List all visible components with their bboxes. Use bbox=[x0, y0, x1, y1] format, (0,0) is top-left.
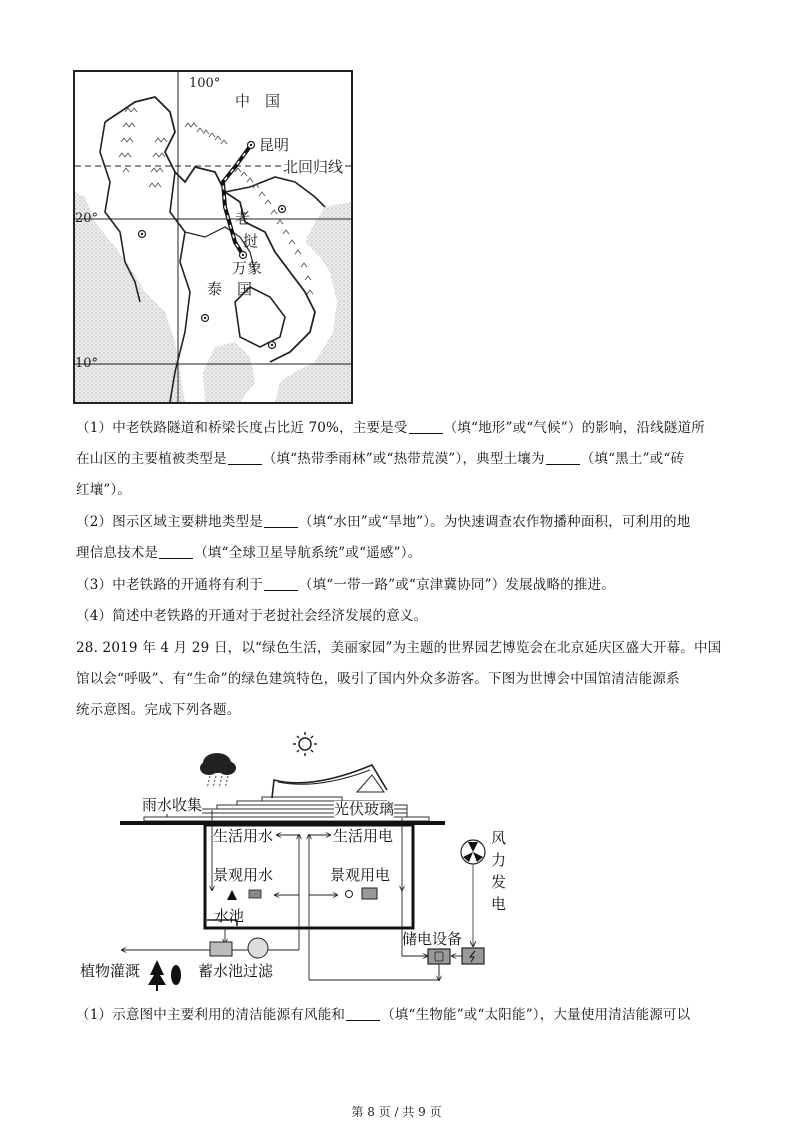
answer-blank[interactable] bbox=[159, 544, 193, 559]
clean-energy-system-diagram bbox=[72, 730, 532, 1000]
q27-part1 bbox=[76, 413, 736, 506]
q28-intro bbox=[76, 633, 756, 726]
fountain-icon bbox=[249, 890, 261, 898]
label-reservoir-filter: 蓄水池过滤 bbox=[198, 962, 274, 980]
q27-p2-text-c: 理信息技术是 bbox=[76, 545, 159, 561]
label-irrigation: 植物灌溉 bbox=[80, 962, 141, 980]
filter-icon bbox=[248, 938, 268, 958]
q28-intro-line2: 馆以会“呼吸”、有“生命”的绿色建筑特色，吸引了国内外众多游客。下图为世博会中国馆清洁能源系 bbox=[76, 671, 680, 687]
q27-part2 bbox=[76, 507, 736, 569]
page-footer: 第 8 页 / 共 9 页 bbox=[351, 1105, 442, 1119]
answer-blank[interactable] bbox=[346, 1006, 380, 1021]
q27-p1-text-d: （填“热带季雨林”或“热带荒漠”），典型土壤为 bbox=[262, 451, 545, 467]
map-graphic bbox=[75, 72, 351, 402]
label-pool: 水池 bbox=[214, 907, 245, 925]
reservoir-icon bbox=[210, 942, 232, 956]
battery-storage-icon bbox=[428, 949, 450, 964]
laos-label-2: 挝 bbox=[243, 232, 259, 250]
appliance-icon bbox=[362, 888, 377, 899]
tropic-of-cancer-label: 北回归线 bbox=[283, 158, 344, 176]
rain-cloud-icon bbox=[200, 753, 236, 788]
label-wind-4: 电 bbox=[491, 895, 507, 913]
label-domestic-water: 生活用水 bbox=[213, 827, 274, 845]
diagram-graphic bbox=[72, 730, 532, 1000]
q28-p1-text-a: （1）示意图中主要利用的清洁能源有风能和 bbox=[76, 1007, 346, 1023]
label-wind-2: 力 bbox=[491, 851, 507, 869]
label-landscape-power: 景观用电 bbox=[330, 866, 391, 884]
laos-label-1: 老 bbox=[235, 209, 251, 227]
answer-blank[interactable] bbox=[546, 450, 580, 465]
tree-icon bbox=[148, 960, 166, 985]
inverter-icon bbox=[462, 948, 484, 964]
lamp-icon bbox=[346, 891, 353, 898]
q27-part4 bbox=[76, 601, 736, 632]
q27-p1-text-e: （填“黑土”或“砖 bbox=[580, 451, 685, 467]
answer-blank[interactable] bbox=[228, 450, 262, 465]
q27-p4-text: （4）简述中老铁路的开通对于老挝社会经济发展的意义。 bbox=[76, 608, 428, 624]
q27-p3-text-b: （填“一带一路”或“京津冀协同”）发展战略的推进。 bbox=[298, 577, 615, 593]
q27-p2-text-d: （填“全球卫星导航系统”或“遥感”）。 bbox=[194, 545, 422, 561]
q27-p1-text-b: （填“地形”或“气候”）的影响，沿线隧道所 bbox=[443, 420, 705, 436]
china-label: 中 国 bbox=[235, 92, 281, 110]
q27-p1-text-f: 红壤”）。 bbox=[76, 482, 132, 498]
label-pv-glass: 光伏玻璃 bbox=[334, 800, 395, 818]
q28-part1 bbox=[76, 1000, 766, 1031]
latitude-10-label: 10° bbox=[75, 356, 99, 371]
label-domestic-power: 生活用电 bbox=[333, 827, 394, 845]
q27-p3-text-a: （3）中老铁路的开通将有利于 bbox=[76, 577, 263, 593]
latitude-20-label: 20° bbox=[75, 211, 99, 226]
thailand-label: 泰 国 bbox=[207, 280, 253, 298]
q27-p2-text-a: （2）图示区域主要耕地类型是 bbox=[76, 514, 263, 530]
q28-intro-line1: 28. 2019 年 4 月 29 日，以“绿色生活，美丽家园”为主题的世界园艺博览会在北京延庆区盛大开幕。中国 bbox=[76, 640, 722, 656]
tree-icon bbox=[171, 965, 181, 985]
q28-intro-line3: 统示意图。完成下列各题。 bbox=[76, 702, 241, 718]
q27-p1-text-a: （1）中老铁路隧道和桥梁长度占比近 70%，主要是受 bbox=[76, 420, 408, 436]
label-wind-1: 风 bbox=[491, 829, 507, 847]
label-storage: 储电设备 bbox=[402, 930, 463, 948]
q27-p1-text-c: 在山区的主要植被类型是 bbox=[76, 451, 227, 467]
label-rain-collect: 雨水收集 bbox=[142, 796, 203, 814]
q27-part3 bbox=[76, 570, 736, 601]
kunming-label: 昆明 bbox=[259, 136, 290, 154]
longitude-label: 100° bbox=[189, 76, 221, 91]
q27-p2-text-b: （填“水田”或“旱地”）。为快速调查农作物播种面积，可利用的地 bbox=[298, 514, 691, 530]
label-wind-3: 发 bbox=[491, 873, 507, 891]
sun-icon bbox=[293, 732, 317, 756]
tree-icon bbox=[227, 890, 237, 900]
q28-p1-text-b: （填“生物能”或“太阳能”），大量使用清洁能源可以 bbox=[381, 1007, 691, 1023]
vientiane-label: 万象 bbox=[232, 259, 263, 277]
answer-blank[interactable] bbox=[409, 419, 443, 434]
answer-blank[interactable] bbox=[264, 576, 298, 591]
answer-blank[interactable] bbox=[264, 513, 298, 528]
southeast-asia-map bbox=[73, 70, 353, 404]
label-landscape-water: 景观用水 bbox=[213, 866, 274, 884]
